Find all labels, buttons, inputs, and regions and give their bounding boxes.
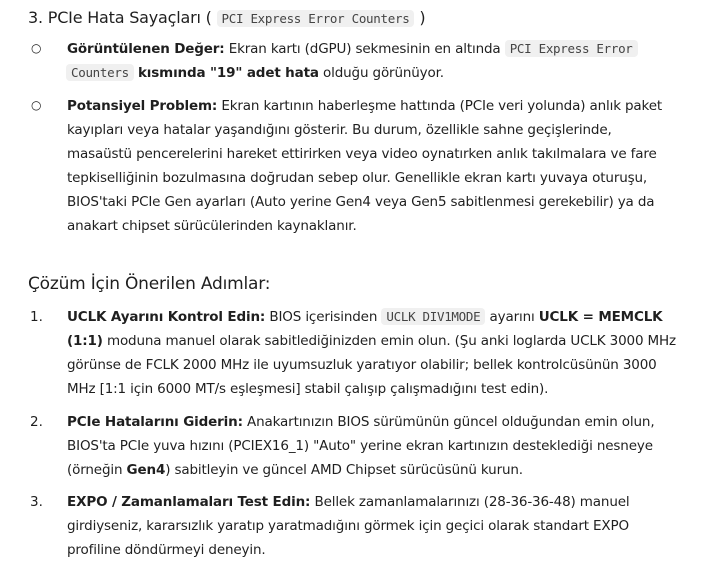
section-heading-solutions: Çözüm İçin Önerilen Adımlar: xyxy=(28,274,271,294)
text-line xyxy=(67,490,667,514)
item-text: moduna manuel olarak sabitlediğinizden emin olun. (Şu anki loglarda UCLK 3000 MHz xyxy=(106,333,676,349)
text-line xyxy=(67,305,667,329)
text-line xyxy=(67,61,667,85)
emphasis-text: UCLK = MEMCLK xyxy=(538,309,663,325)
item-text: Bellek zamanlamalarınızı (28-36-36-48) manuel xyxy=(314,494,630,510)
text-line: girdiyseniz, kararsızlık yaratıp yaratmadığını görmek için geçici olarak standart EXPO xyxy=(67,518,629,534)
item-text: ayarını xyxy=(489,309,535,325)
step-number: 1. xyxy=(30,309,43,325)
bullet-marker: ○ xyxy=(31,98,42,112)
heading-text: 3. PCIe Hata Sayaçları ( xyxy=(28,8,212,27)
item-label: Potansiyel Problem: xyxy=(67,98,218,114)
list-item-expo xyxy=(67,490,667,562)
item-text: olduğu görünüyor. xyxy=(323,65,444,81)
item-label: PCIe Hatalarını Giderin: xyxy=(67,414,243,430)
list-item-displayed-value xyxy=(67,37,667,85)
inline-code: PCI Express Error xyxy=(505,40,638,57)
text-line: tepkiselliğinin bozulmasına doğrudan sebep olur. Genellikle ekran kartı yuvaya oturuşu, xyxy=(67,170,648,186)
text-line: masaüstü pencerelerini hareket ettirirken veya video oynatırken anlık takılmalara ve fare xyxy=(67,146,657,162)
emphasis-text: kısmında "19" adet hata xyxy=(137,65,319,81)
item-text: Ekran kartının haberleşme hattında (PCIe veri yolunda) anlık paket xyxy=(221,98,663,114)
item-text: BIOS içerisinden xyxy=(269,309,378,325)
item-label: EXPO / Zamanlamaları Test Edin: xyxy=(67,494,311,510)
section-heading-pcie-errors xyxy=(28,6,425,31)
inline-code: UCLK DIV1MODE xyxy=(381,308,485,325)
text-line: MHz [1:1 için 6000 MT/s eşleşmesi] stabil çalışıp çalışmadığını test edin). xyxy=(67,381,549,397)
item-label: UCLK Ayarını Kontrol Edin: xyxy=(67,309,266,325)
item-text: Ekran kartı (dGPU) sekmesinin en altında xyxy=(228,41,501,57)
item-text: (örneğin xyxy=(67,462,123,478)
emphasis-text: (1:1) xyxy=(67,333,103,349)
text-line xyxy=(67,410,667,434)
list-item-pcie-fix xyxy=(67,410,667,482)
item-label: Görüntülenen Değer: xyxy=(67,41,225,57)
heading-text-end: ) xyxy=(419,8,426,27)
step-number: 3. xyxy=(30,494,43,510)
bullet-marker: ○ xyxy=(31,41,42,55)
list-item-uclk xyxy=(67,305,676,401)
inline-code: Counters xyxy=(66,64,134,81)
text-line xyxy=(67,94,667,118)
text-line xyxy=(67,329,676,353)
text-line: görünse de FCLK 2000 MHz ile uyumsuzluk yaratıyor olabilir; bellek kontrolcüsünün 3000 xyxy=(67,357,657,373)
text-line: kayıpları veya hatalar yaşandığını gösterir. Bu durum, özellikle sahne geçişlerinde, xyxy=(67,122,612,138)
step-number: 2. xyxy=(30,414,43,430)
heading-inline-code: PCI Express Error Counters xyxy=(217,10,415,27)
text-line xyxy=(67,37,667,61)
text-line xyxy=(67,458,667,482)
emphasis-text: Gen4 xyxy=(126,462,166,478)
text-line: anakart chipset sürücülerinden kaynaklanır. xyxy=(67,218,357,234)
item-text: ) sabitleyin ve güncel AMD Chipset sürücüsünü kurun. xyxy=(165,462,523,478)
list-item-potential-problem xyxy=(67,94,667,238)
text-line: BIOS'ta PCIe yuva hızını (PCIEX16_1) "Auto" yerine ekran kartınızın desteklediği nesneye xyxy=(67,438,653,454)
text-line: BIOS'taki PCIe Gen ayarları (Auto yerine Gen4 veya Gen5 sabitlenmesi gerekebilir) ya da xyxy=(67,194,655,210)
text-line: profiline döndürmeyi deneyin. xyxy=(67,542,266,558)
item-text: Anakartınızın BIOS sürümünün güncel olduğundan emin olun, xyxy=(247,414,655,430)
